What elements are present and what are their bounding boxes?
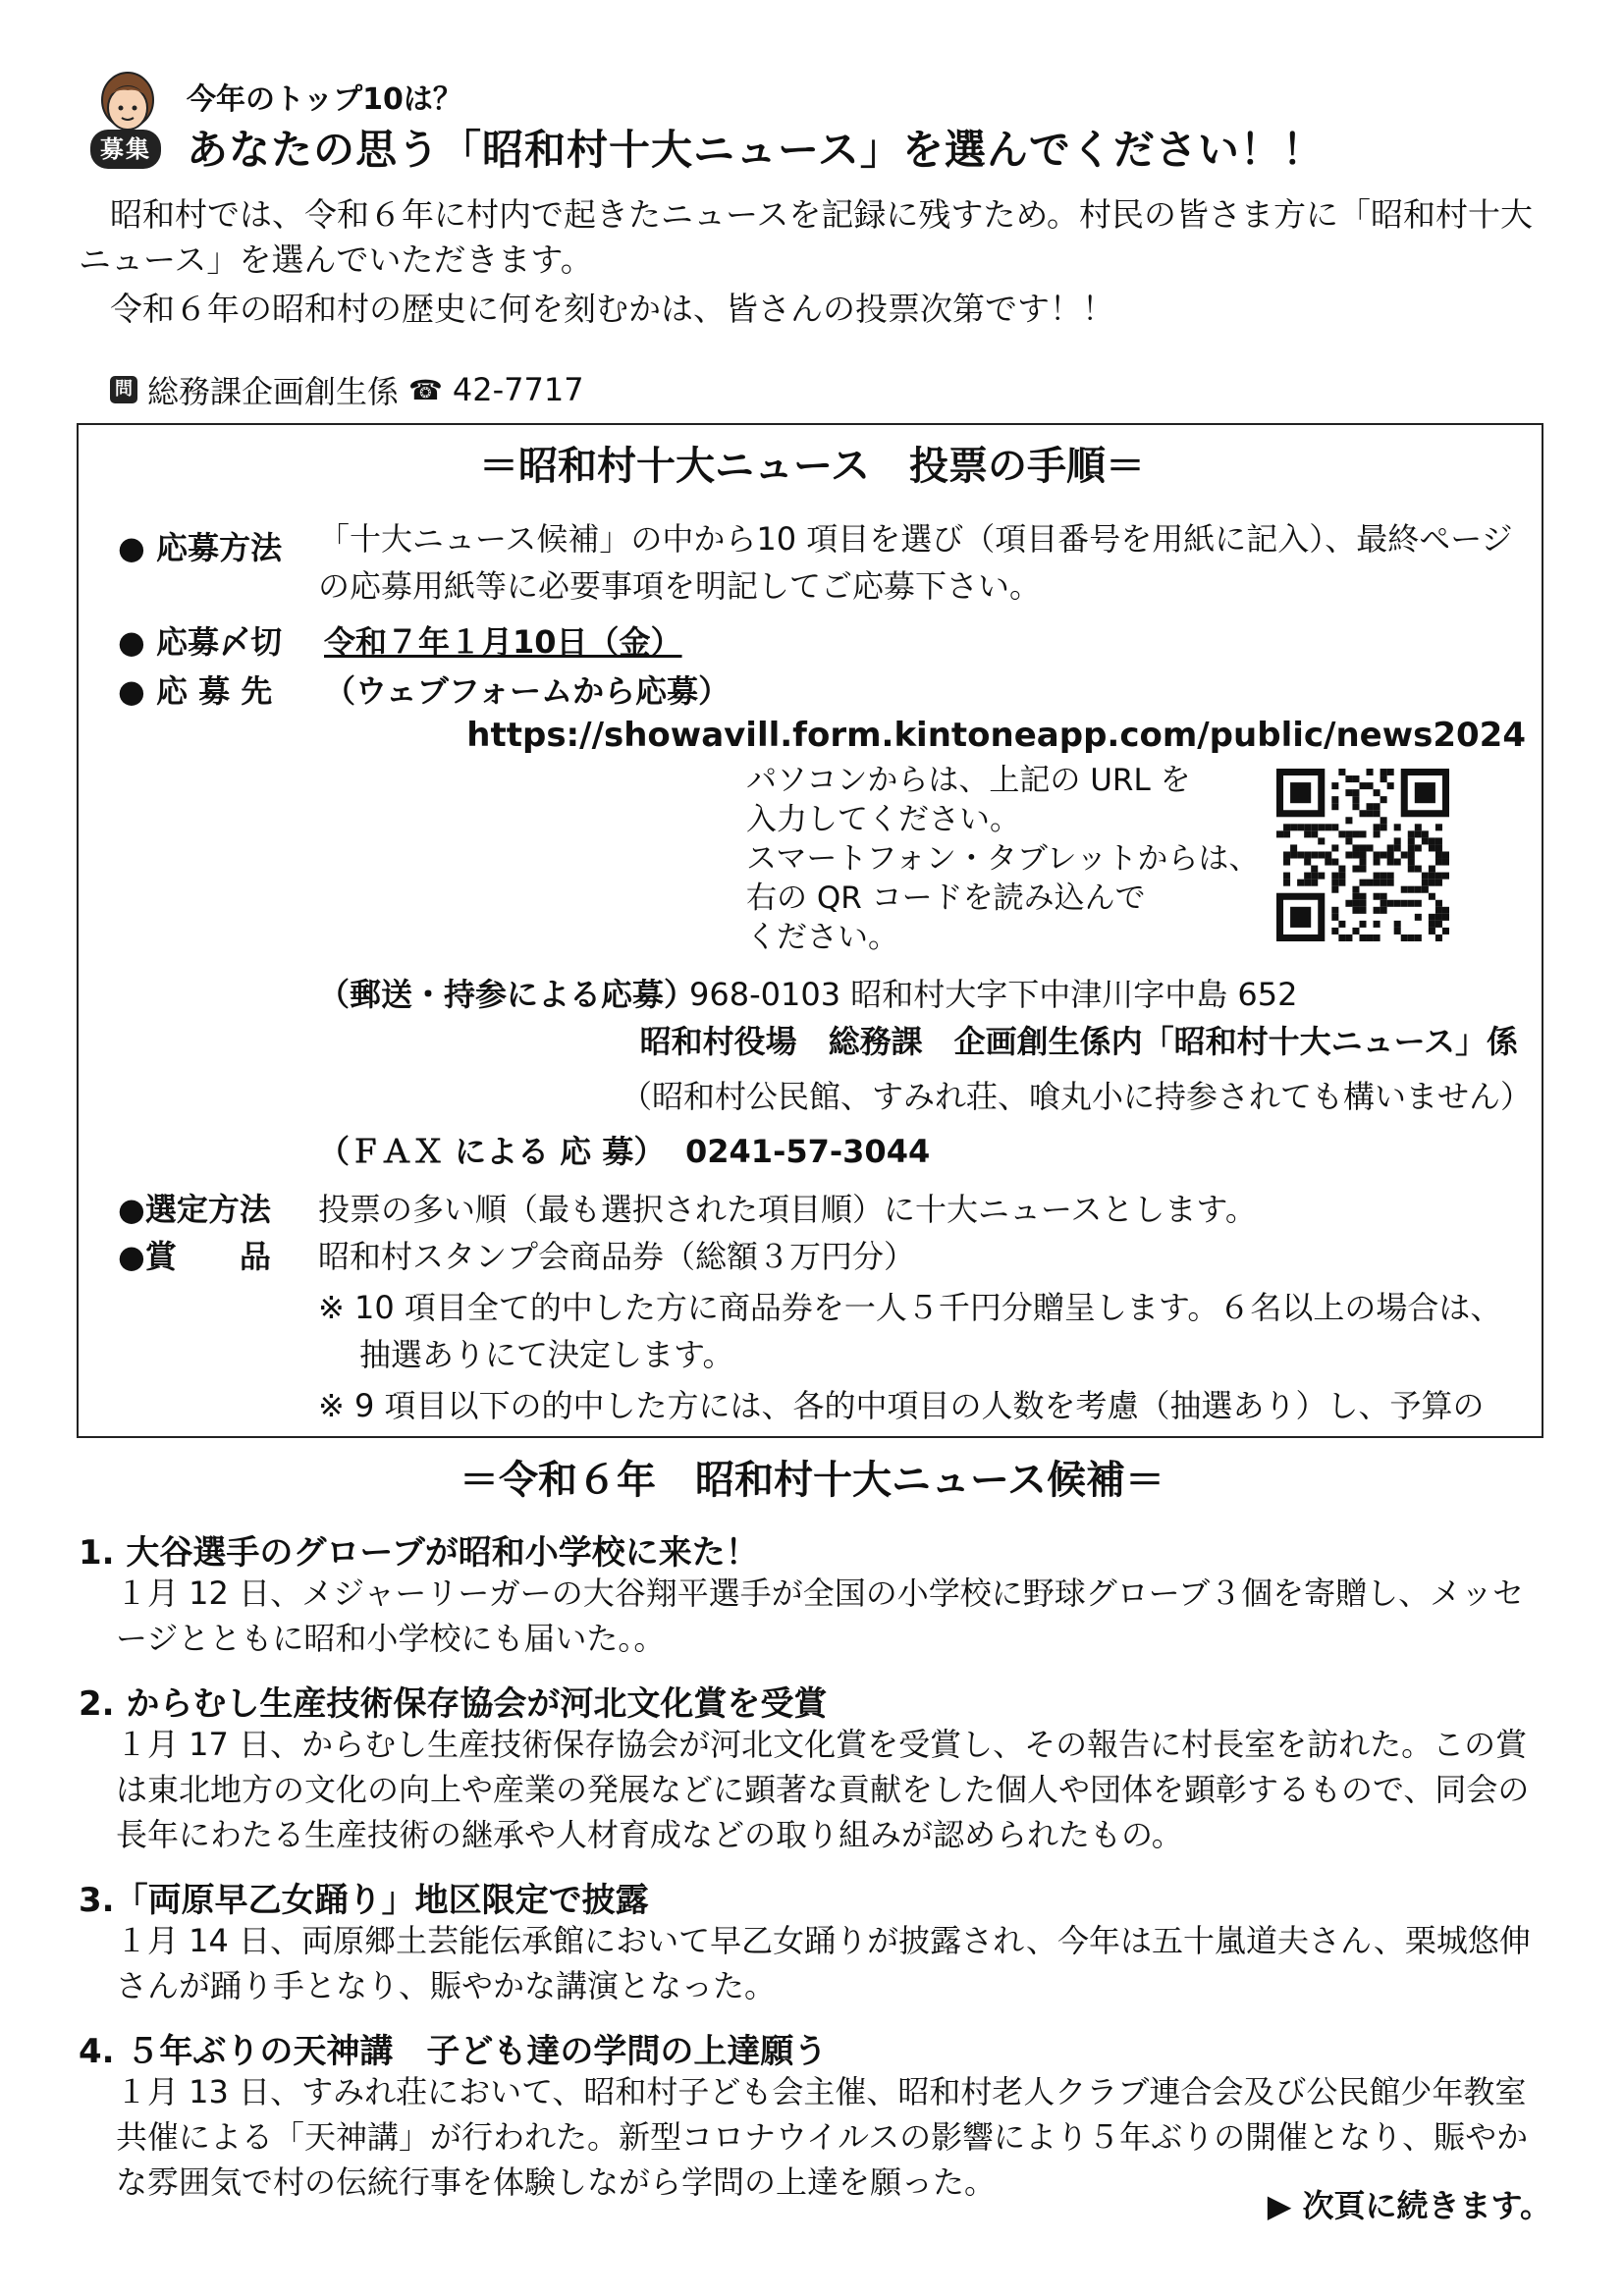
note-2: ※ 9 項目以下の的中した方には、各的中項目の人数を考慮（抽選あり）し、予算の [318,1387,1485,1424]
qr-code-icon[interactable] [1276,769,1449,941]
subheading: 今年のトップ10は？ [187,82,462,117]
inquiry-icon: 問 [110,376,137,403]
fax-number: 0241-57-3044 [685,1133,931,1170]
prize-value: 昭和村スタンプ会商品券（総額３万円分） [318,1238,916,1275]
candidate-3-body: １月 14 日、両原郷土芸能伝承館において早乙女踊りが披露され、今年は五十嵐道夫さん、栗城悠伸さんが踊り手となり、賑やかな講演となった。 [116,1922,1531,2004]
web-note-line: パソコンからは、上記の URL を [746,763,1191,798]
procedure-box [77,423,1543,1438]
fax-label: （ＦＡＸ による 応 募） [318,1133,666,1170]
method-label: ● 応募方法 [118,529,283,566]
candidate-1-title: 1. 大谷選手のグローブが昭和小学校に来た！ [79,1533,759,1573]
candidate-4-title: 4. ５年ぶりの天神講 子ども達の学問の上達願う [79,2032,828,2071]
web-form-label: （ウェブフォームから応募） [324,672,731,710]
note-1-line-1: ※ 10 項目全て的中した方に商品券を一人５千円分贈呈します。６名以上の場合は、 [318,1289,1502,1326]
destination-label: ● 応 募 先 [118,672,273,710]
recruit-badge: 募集 [90,130,161,169]
intro-paragraph-1: 昭和村では、令和６年に村内で起きたニュースを記録に残すため。村民の皆さま方に「昭和村十大ニュース」を選んでいただきます。 [79,195,1534,279]
candidate-2-title: 2. からむし生産技術保存協会が河北文化賞を受賞 [79,1684,828,1724]
web-note-line: スマートフォン・タブレットからは、 [746,841,1260,877]
intro-paragraph-2: 令和６年の昭和村の歴史に何を刻むかは、皆さんの投票次第です！！ [110,290,1114,328]
candidate-1-body: １月 12 日、メジャーリーガーの大谷翔平選手が全国の小学校に野球グローブ３個を寄贈し、メッセージとともに昭和小学校にも届いた。。 [116,1575,1525,1657]
mail-department: 昭和村役場 総務課 企画創生係内「昭和村十大ニュース」係 [639,1023,1518,1060]
form-url[interactable]: https://showavill.form.kintoneapp.com/public/news2024 [466,716,1526,755]
mail-label: （郵送・持参による応募） [318,976,696,1013]
procedure-title: ＝昭和村十大ニュース 投票の手順＝ [479,444,1145,489]
mail-note: （昭和村公民館、すみれ荘、喰丸小に持参されても構いません） [620,1078,1532,1115]
continued-next-page: ▶ 次頁に続きます。 [1267,2187,1551,2224]
prize-label: ●賞 品 [118,1238,271,1275]
candidate-2-body: １月 17 日、からむし生産技術保存協会が河北文化賞を受賞し、その報告に村長室を訪れた。この賞は東北地方の文化の向上や産業の発展などに顕著な貢献をした個人や団体を顕彰するもので、同会の長年にわたる生産技術の継承や人材育成などの取り組みが認められたもの。 [116,1726,1530,1853]
mail-address: 968-0103 昭和村大字下中津川字中島 652 [689,976,1298,1013]
deadline-label: ● 応募〆切 [118,623,283,661]
contact-department: 総務課企画創生係 [147,373,400,410]
method-value: 「十大ニュース候補」の中から10 項目を選び（項目番号を用紙に記入）、最終ページの応募用紙等に必要事項を明記してご応募下さい。 [318,520,1513,605]
deadline-value: 令和７年１月10日（金） [324,623,682,661]
web-note [746,761,1259,957]
page-title: あなたの思う「昭和村十大ニュース」を選んでください！！ [187,126,1325,174]
selection-label: ●選定方法 [118,1191,271,1228]
web-note-line: 右の QR コードを読み込んで [746,881,1146,916]
selection-value: 投票の多い順（最も選択された項目順）に十大ニュースとします。 [318,1191,1257,1228]
contact-phone: 42-7717 [452,371,584,408]
candidate-4-body: １月 13 日、すみれ荘において、昭和村子ども会主催、昭和村老人クラブ連合会及び公民館少年教室共催による「天神講」が行われた。新型コロナウイルスの影響により５年ぶりの開催となり、賑やかな雰囲気で村の伝統行事を体験しながら学問の上達を願った。 [116,2073,1529,2201]
web-note-line: 入力してください。 [746,802,1020,837]
contact-info [110,367,584,412]
web-note-line: ください。 [746,920,898,955]
phone-icon: ☎ [408,373,443,406]
candidates-title: ＝令和６年 昭和村十大ニュース候補＝ [460,1458,1164,1503]
candidate-3-title: 3.「両原早乙女踊り」地区限定で披露 [79,1881,649,1920]
note-1-line-2: 抽選ありにて決定します。 [359,1336,734,1373]
